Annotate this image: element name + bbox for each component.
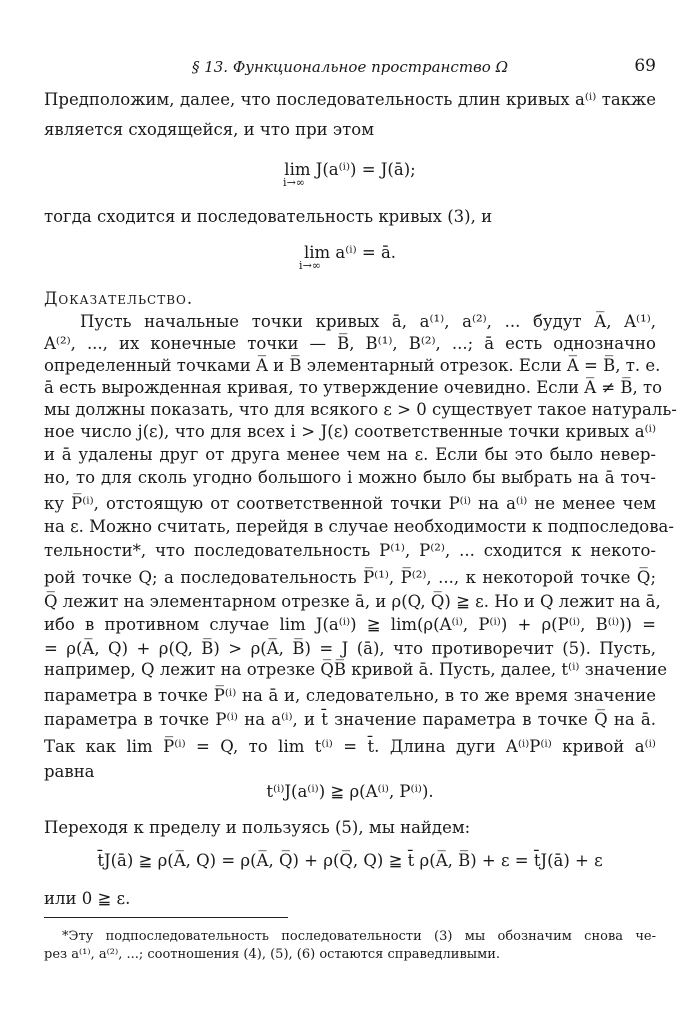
page-number: 69 [634, 56, 656, 76]
text-line: Q̅ лежит на элементарном отрезке ā, и ρ(Q, Q̅) ≧ ε. Но и Q лежит на ā, [44, 592, 661, 611]
text-line: но, то для сколь угодно большого i можно было бы выбрать на ā точ- [44, 468, 656, 487]
footnote-line: *Эту подпоследовательность последовательности (3) мы обозначим снова че- [62, 929, 656, 944]
running-header: § 13. Функциональное пространство Ω [191, 58, 509, 76]
formula-line: lim J(a⁽ⁱ⁾) = J(ā); [284, 160, 416, 179]
text-line: параметра в точке P̅⁽ⁱ⁾ на ā и, следовательно, в то же время значение [44, 686, 656, 705]
text-line: или 0 ≧ ε. [44, 889, 131, 908]
text-line: ное число j(ε), что для всех i > J(ε) соответственные точки кривых a⁽ⁱ⁾ [44, 422, 656, 441]
formula-subscript: i→∞ [283, 176, 305, 189]
text-line: Пусть начальные точки кривых ā, a⁽¹⁾, a⁽²⁾, ... будут A̅, A⁽¹⁾, [80, 312, 656, 331]
text-line: Переходя к пределу и пользуясь (5), мы найдем: [44, 818, 471, 837]
proof-heading: Доказательство. [44, 289, 194, 308]
text-line: Так как lim P̅⁽ⁱ⁾ = Q, то lim t⁽ⁱ⁾ = t̄. Длина дуги A⁽ⁱ⁾P⁽ⁱ⁾ кривой a⁽ⁱ⁾ [44, 737, 656, 756]
text-line: ку P̅⁽ⁱ⁾, отстоящую от соответственной точки P⁽ⁱ⁾ на a⁽ⁱ⁾ не менее чем [44, 494, 656, 513]
text-line: ā есть вырожденная кривая, то утверждение очевидно. Если A̅ ≠ B̅, то [44, 378, 663, 397]
formula-subscript: i→∞ [299, 259, 321, 272]
text-line: является сходящейся, и что при этом [44, 120, 375, 139]
text-line: Предположим, далее, что последовательность длин кривых a⁽ⁱ⁾ также [44, 90, 656, 109]
formula-line: t̄J(ā) ≧ ρ(A̅, Q) = ρ(A̅, Q̅) + ρ(Q̅, Q) ≧ t̄ ρ(A̅, B̅) + ε = t̄J(ā) + ε [97, 851, 603, 870]
text-line: определенный точками A̅ и B̅ элементарный отрезок. Если A̅ = B̅, т. е. [44, 356, 661, 375]
text-line: тельности*, что последовательность P⁽¹⁾, P⁽²⁾, ... сходится к некото- [44, 541, 656, 560]
footnote-line: рез a⁽¹⁾, a⁽²⁾, ...; соотношения (4), (5), (6) остаются справедливыми. [44, 947, 501, 962]
text-line: параметра в точке P⁽ⁱ⁾ на a⁽ⁱ⁾, и t̄ значение параметра в точке Q̅ на ā. [44, 710, 656, 729]
footnote-rule [44, 917, 288, 918]
text-line: на ε. Можно считать, перейдя в случае необходимости к подпоследова- [44, 517, 674, 536]
text-line: например, Q лежит на отрезке Q̅B̅ кривой ā. Пусть, далее, t⁽ⁱ⁾ значение [44, 660, 667, 679]
text-line: = ρ(A̅, Q) + ρ(Q, B̅) > ρ(A̅, B̅) = J (ā), что противоречит (5). Пусть, [44, 639, 656, 658]
text-line: рой точке Q; а последовательность P̅⁽¹⁾, P̅⁽²⁾, ..., к некоторой точке Q̅; [44, 568, 656, 587]
text-line: тогда сходится и последовательность кривых (3), и [44, 207, 493, 226]
text-line: A⁽²⁾, ..., их конечные точки — B̅, B⁽¹⁾, B⁽²⁾, ...; ā есть однозначно [44, 334, 656, 353]
text-line: ибо в противном случае lim J(a⁽ⁱ⁾) ≧ lim(ρ(A⁽ⁱ⁾, P⁽ⁱ⁾) + ρ(P⁽ⁱ⁾, B⁽ⁱ⁾)) = [44, 615, 656, 634]
formula-line: lim a⁽ⁱ⁾ = ā. [303, 243, 397, 262]
formula-line: t⁽ⁱ⁾J(a⁽ⁱ⁾) ≧ ρ(A⁽ⁱ⁾, P⁽ⁱ⁾). [266, 782, 434, 801]
text-line: равна [44, 762, 95, 781]
text-line: и ā удалены друг от друга менее чем на ε. Если бы это было невер- [44, 445, 656, 464]
text-line: мы должны показать, что для всякого ε > 0 существует такое натураль- [44, 400, 677, 419]
